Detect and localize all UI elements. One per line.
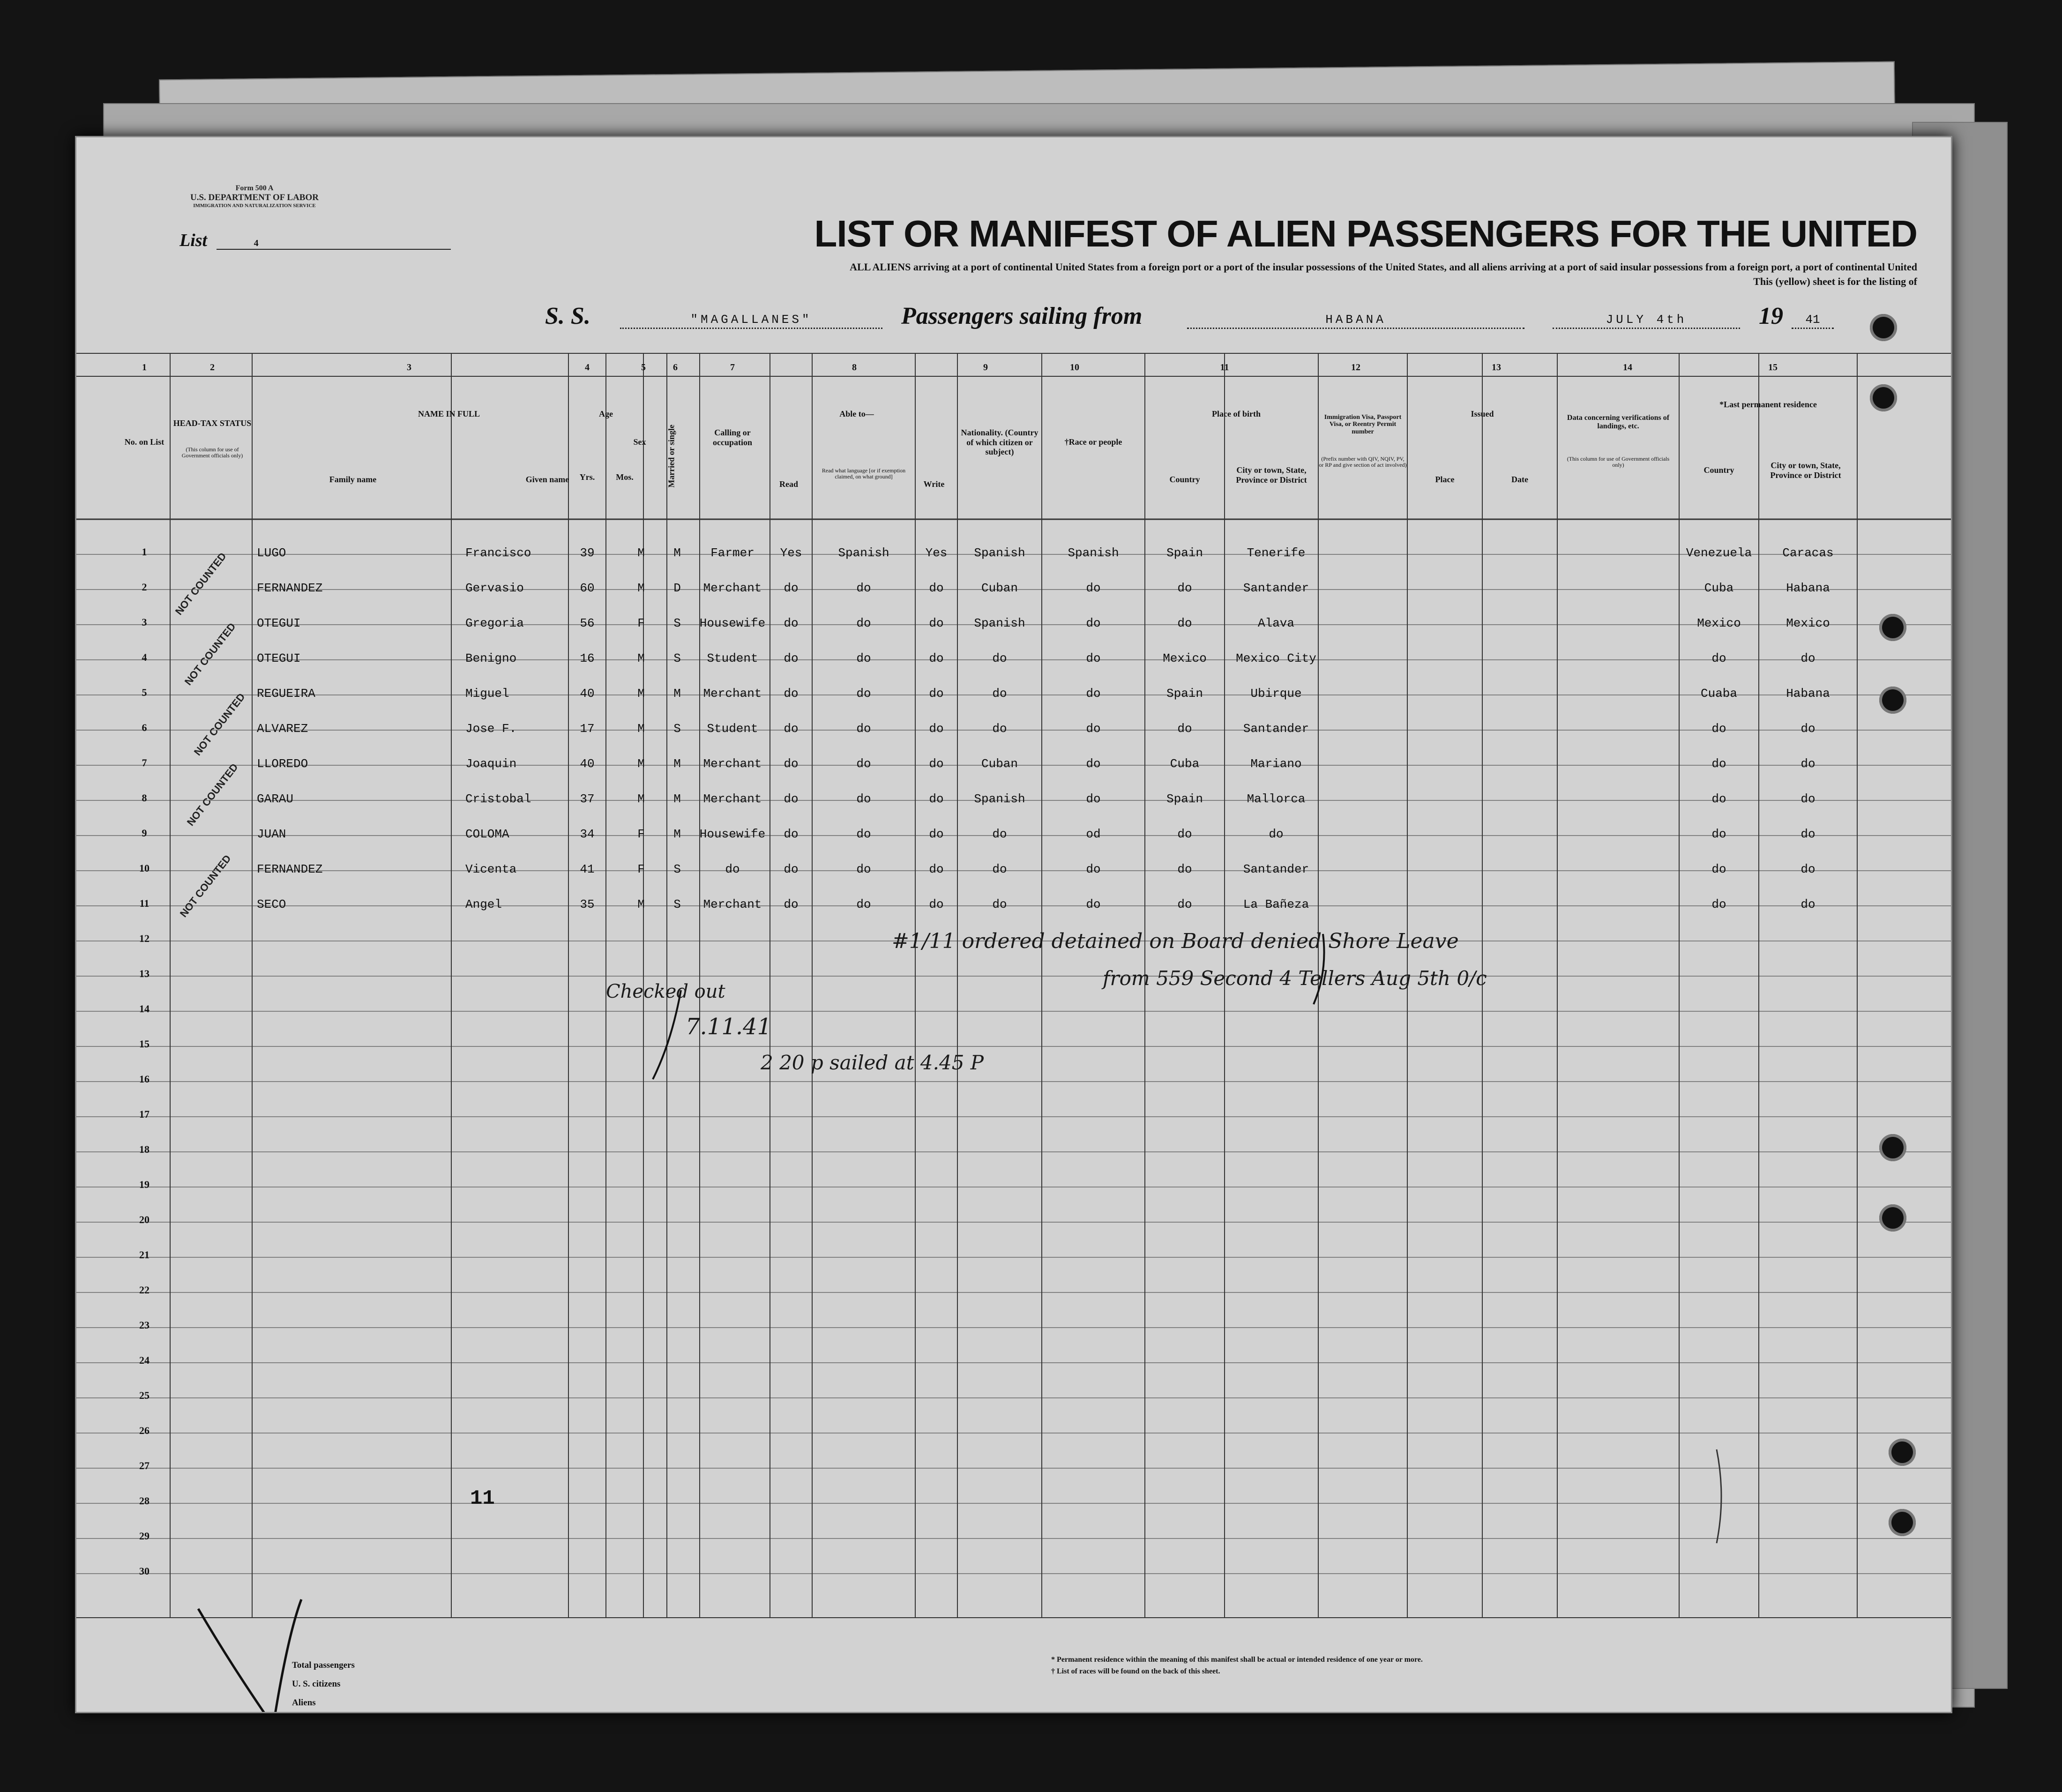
header-verifications: Data concerning verifications of landings, etc.: [1567, 414, 1670, 431]
header-married-or-single: Married or single: [666, 425, 676, 488]
marital-status-cell: M: [673, 546, 681, 560]
col-number-12: 12: [1351, 362, 1360, 373]
row-number: 14: [139, 1003, 149, 1015]
occupation-cell: do: [725, 862, 740, 876]
total-count: 11: [470, 1487, 495, 1510]
write-cell: do: [929, 862, 944, 876]
birth-country-cell: Spain: [1166, 546, 1203, 560]
race-cell: do: [1086, 862, 1101, 876]
birth-country-cell: do: [1177, 897, 1192, 911]
family-name-cell: SECO: [257, 897, 286, 911]
write-cell: do: [929, 687, 944, 701]
language-cell: do: [856, 827, 871, 841]
residence-country-cell: do: [1711, 757, 1726, 771]
punch-hole: [1889, 1509, 1916, 1536]
header-visa: Immigration Visa, Passport Visa, or Reentry Permit number: [1324, 414, 1402, 435]
race-cell: do: [1086, 687, 1101, 701]
row-number: 26: [139, 1425, 149, 1436]
header-issued-place: Place: [1435, 475, 1455, 484]
row-number: 1: [142, 546, 147, 558]
header-calling: Calling or occupation: [712, 428, 752, 447]
not-counted-stamp: NOT COUNTED: [172, 550, 229, 617]
birth-city-cell: Santander: [1243, 722, 1309, 736]
write-cell: do: [929, 616, 944, 630]
header-last-residence: *Last permanent residence: [1719, 400, 1817, 409]
col-number-11: 11: [1220, 362, 1229, 373]
header-write: Write: [923, 479, 945, 489]
marital-status-cell: M: [673, 827, 681, 841]
marital-status-cell: M: [673, 757, 681, 771]
occupation-cell: Merchant: [703, 792, 762, 806]
nationality-cell: do: [992, 827, 1007, 841]
not-counted-stamp: NOT COUNTED: [182, 620, 238, 687]
residence-country-cell: Cuaba: [1700, 687, 1737, 701]
not-counted-stamp: NOT COUNTED: [177, 852, 233, 919]
row-number: 10: [139, 862, 149, 874]
header-nationality: Nationality. (Country of which citizen or subject): [961, 428, 1038, 457]
age-cell: 34: [580, 827, 595, 841]
row-number: 21: [139, 1249, 149, 1261]
punch-hole: [1879, 687, 1906, 714]
header-place-of-birth: Place of birth: [1212, 409, 1261, 418]
row-number: 19: [139, 1179, 149, 1190]
punch-hole: [1879, 1204, 1906, 1232]
row-number: 18: [139, 1143, 149, 1155]
race-cell: od: [1086, 827, 1101, 841]
handwritten-detention-note-2: from 559 Second 4 Tellers Aug 5th 0/c: [1103, 967, 1487, 990]
occupation-cell: Housewife: [699, 616, 766, 630]
row-number: 5: [142, 687, 147, 698]
col-number-3: 3: [407, 362, 411, 373]
given-name-cell: Angel: [465, 897, 502, 911]
aliens-label: Aliens: [292, 1698, 316, 1708]
footnote-residence: * Permanent residence within the meaning of this manifest shall be actual or intended residence of one year or more.: [1051, 1656, 1423, 1664]
row-number: 30: [139, 1565, 149, 1577]
nationality-cell: Cuban: [981, 757, 1018, 771]
write-cell: do: [929, 757, 944, 771]
race-cell: do: [1086, 616, 1101, 630]
residence-country-cell: do: [1711, 651, 1726, 665]
sex-cell: M: [637, 722, 645, 736]
occupation-cell: Merchant: [703, 757, 762, 771]
family-name-cell: OTEGUI: [257, 651, 301, 665]
marital-status-cell: S: [673, 651, 681, 665]
residence-country-cell: do: [1711, 722, 1726, 736]
family-name-cell: FERNANDEZ: [257, 862, 323, 876]
header-given-name: Given name: [525, 475, 569, 484]
birth-city-cell: Mallorca: [1247, 792, 1306, 806]
nationality-cell: do: [992, 687, 1007, 701]
race-cell: do: [1086, 581, 1101, 595]
handwritten-sailed-note: 2 20 p sailed at 4.45 P: [761, 1051, 984, 1074]
language-cell: do: [856, 792, 871, 806]
language-cell: do: [856, 722, 871, 736]
age-cell: 41: [580, 862, 595, 876]
header-head-tax-note: (This column for use of Government officials only): [181, 446, 243, 459]
punch-hole: [1870, 384, 1897, 411]
family-name-cell: LUGO: [257, 546, 286, 560]
department: U.S. DEPARTMENT OF LABOR: [190, 193, 319, 203]
handwritten-checked-out: Checked out: [606, 981, 725, 1002]
occupation-cell: Housewife: [699, 827, 766, 841]
family-name-cell: OTEGUI: [257, 616, 301, 630]
row-number: 11: [139, 897, 149, 909]
sex-cell: M: [637, 546, 645, 560]
sex-cell: M: [637, 757, 645, 771]
col-number-8: 8: [852, 362, 857, 373]
row-number: 22: [139, 1284, 149, 1296]
col-number-9: 9: [983, 362, 988, 373]
family-name-cell: ALVAREZ: [257, 722, 308, 736]
age-cell: 39: [580, 546, 595, 560]
birth-city-cell: Santander: [1243, 581, 1309, 595]
birth-country-cell: Spain: [1166, 792, 1203, 806]
list-number: 4: [217, 238, 451, 250]
race-cell: do: [1086, 757, 1101, 771]
header-verifications-note: (This column for use of Government officials only): [1567, 455, 1670, 469]
given-name-cell: Cristobal: [465, 792, 531, 806]
birth-city-cell: Mariano: [1250, 757, 1302, 771]
nationality-cell: Cuban: [981, 581, 1018, 595]
marital-status-cell: S: [673, 862, 681, 876]
sex-cell: M: [637, 581, 645, 595]
row-number: 27: [139, 1460, 149, 1471]
residence-city-cell: Habana: [1786, 581, 1830, 595]
language-cell: Spanish: [838, 546, 889, 560]
col-number-15: 15: [1768, 362, 1778, 373]
port-of-departure: HABANA: [1187, 313, 1524, 329]
residence-city-cell: do: [1801, 792, 1815, 806]
residence-city-cell: do: [1801, 722, 1815, 736]
header-birth-city: City or town, State, Province or District: [1236, 465, 1307, 485]
col-number-1: 1: [142, 362, 147, 373]
header-able-to: Able to—: [839, 409, 874, 418]
departure-date: JULY 4th: [1553, 313, 1740, 329]
row-number: 4: [142, 651, 147, 663]
read-cell: do: [784, 651, 799, 665]
row-number: 28: [139, 1495, 149, 1507]
read-cell: do: [784, 687, 799, 701]
race-cell: Spanish: [1068, 546, 1119, 560]
nationality-cell: Spanish: [974, 546, 1025, 560]
residence-country-cell: do: [1711, 827, 1726, 841]
residence-country-cell: Venezuela: [1686, 546, 1752, 560]
language-cell: do: [856, 616, 871, 630]
list-label: List: [179, 231, 208, 250]
header-age-yrs: Yrs.: [579, 472, 595, 482]
row-number: 25: [139, 1389, 149, 1401]
read-cell: do: [784, 581, 799, 595]
row-number: 13: [139, 968, 149, 979]
residence-city-cell: Caracas: [1782, 546, 1834, 560]
row-number: 9: [142, 827, 147, 839]
birth-country-cell: do: [1177, 722, 1192, 736]
residence-country-cell: do: [1711, 897, 1726, 911]
punch-hole: [1879, 1134, 1906, 1161]
sex-cell: M: [637, 687, 645, 701]
header-name-in-full: NAME IN FULL: [418, 409, 480, 418]
col-number-4: 4: [585, 362, 590, 373]
family-name-cell: JUAN: [257, 827, 286, 841]
total-passengers-label: Total passengers: [292, 1660, 355, 1670]
write-cell: do: [929, 581, 944, 595]
age-cell: 56: [580, 616, 595, 630]
language-cell: do: [856, 757, 871, 771]
occupation-cell: Merchant: [703, 687, 762, 701]
row-number: 3: [142, 616, 147, 628]
col-number-6: 6: [673, 362, 678, 373]
given-name-cell: Gervasio: [465, 581, 524, 595]
occupation-cell: Student: [707, 722, 758, 736]
header-family-name: Family name: [329, 475, 377, 484]
intro-line-1: ALL ALIENS arriving at a port of continental United States from a foreign port or a port of the insular possessions of the United States, and all aliens arriving at a port of said insular possessions from a foreign port, a port of continental United: [850, 261, 1917, 273]
residence-city-cell: do: [1801, 897, 1815, 911]
age-cell: 16: [580, 651, 595, 665]
family-name-cell: LLOREDO: [257, 757, 308, 771]
race-cell: do: [1086, 792, 1101, 806]
birth-city-cell: Santander: [1243, 862, 1309, 876]
birth-country-cell: Spain: [1166, 687, 1203, 701]
header-res-city: City or town, State, Province or District: [1770, 461, 1841, 480]
birth-country-cell: do: [1177, 616, 1192, 630]
header-visa-note: (Prefix number with QIV, NQIV, PV, or RP and give section of act involved): [1319, 455, 1407, 469]
us-citizens-label: U. S. citizens: [292, 1679, 341, 1689]
punch-hole: [1879, 614, 1906, 641]
language-cell: do: [856, 687, 871, 701]
marital-status-cell: M: [673, 792, 681, 806]
marital-status-cell: M: [673, 687, 681, 701]
col-number-2: 2: [210, 362, 215, 373]
page-title: LIST OR MANIFEST OF ALIEN PASSENGERS FOR THE UNITED: [814, 213, 1917, 254]
age-cell: 60: [580, 581, 595, 595]
col-number-7: 7: [730, 362, 735, 373]
col-number-14: 14: [1623, 362, 1632, 373]
row-number: 17: [139, 1108, 149, 1120]
marital-status-cell: S: [673, 616, 681, 630]
birth-city-cell: Mexico City: [1236, 651, 1316, 665]
read-cell: do: [784, 862, 799, 876]
nationality-cell: Spanish: [974, 616, 1025, 630]
birth-city-cell: Tenerife: [1247, 546, 1306, 560]
birth-city-cell: Alava: [1257, 616, 1294, 630]
birth-country-cell: Mexico: [1163, 651, 1207, 665]
not-counted-stamp: NOT COUNTED: [191, 691, 247, 758]
write-cell: do: [929, 827, 944, 841]
header-age: Age: [599, 409, 613, 418]
sex-cell: F: [637, 827, 645, 841]
birth-country-cell: do: [1177, 827, 1192, 841]
sex-cell: F: [637, 616, 645, 630]
punch-hole: [1870, 314, 1897, 341]
language-cell: do: [856, 581, 871, 595]
age-cell: 40: [580, 687, 595, 701]
residence-country-cell: Cuba: [1704, 581, 1734, 595]
birth-country-cell: do: [1177, 581, 1192, 595]
family-name-cell: REGUEIRA: [257, 687, 315, 701]
write-cell: do: [929, 722, 944, 736]
header-read-language: Read what language [or if exemption claimed, on what ground]: [822, 467, 906, 480]
col-number-13: 13: [1492, 362, 1501, 373]
form-number: Form 500 A: [235, 184, 274, 192]
residence-country-cell: do: [1711, 862, 1726, 876]
age-cell: 40: [580, 757, 595, 771]
sex-cell: M: [637, 792, 645, 806]
read-cell: do: [784, 827, 799, 841]
ss-label: S. S.: [545, 303, 590, 329]
handwritten-marks: [76, 137, 1951, 1712]
family-name-cell: FERNANDEZ: [257, 581, 323, 595]
year-suffix: 41: [1792, 313, 1834, 329]
intro-line-2: This (yellow) sheet is for the listing of: [1753, 275, 1917, 287]
given-name-cell: Gregoria: [465, 616, 524, 630]
row-number: 16: [139, 1073, 149, 1085]
given-name-cell: Miguel: [465, 687, 509, 701]
service: IMMIGRATION AND NATURALIZATION SERVICE: [193, 203, 316, 209]
year-prefix: 19: [1759, 303, 1783, 329]
given-name-cell: Joaquin: [465, 757, 517, 771]
residence-country-cell: Mexico: [1697, 616, 1741, 630]
header-res-country: Country: [1703, 465, 1734, 475]
age-cell: 35: [580, 897, 595, 911]
occupation-cell: Farmer: [710, 546, 755, 560]
handwritten-detention-note: #1/11 ordered detained on Board denied Shore Leave: [892, 929, 1459, 953]
given-name-cell: Vicenta: [465, 862, 517, 876]
marital-status-cell: S: [673, 722, 681, 736]
handwritten-checked-date: 7.11.41: [686, 1014, 772, 1040]
nationality-cell: Spanish: [974, 792, 1025, 806]
birth-city-cell: do: [1269, 827, 1284, 841]
punch-hole: [1889, 1439, 1916, 1466]
col-number-5: 5: [641, 362, 646, 373]
language-cell: do: [856, 862, 871, 876]
read-cell: do: [784, 757, 799, 771]
given-name-cell: Francisco: [465, 546, 531, 560]
not-counted-stamp: NOT COUNTED: [184, 761, 240, 828]
read-cell: do: [784, 897, 799, 911]
race-cell: do: [1086, 897, 1101, 911]
residence-city-cell: Mexico: [1786, 616, 1830, 630]
birth-country-cell: Cuba: [1170, 757, 1200, 771]
col-number-10: 10: [1070, 362, 1079, 373]
race-cell: do: [1086, 651, 1101, 665]
nationality-cell: do: [992, 722, 1007, 736]
residence-city-cell: do: [1801, 651, 1815, 665]
read-cell: Yes: [780, 546, 802, 560]
header-birth-country: Country: [1169, 475, 1200, 484]
row-number: 15: [139, 1038, 149, 1050]
row-number: 23: [139, 1319, 149, 1331]
given-name-cell: COLOMA: [465, 827, 509, 841]
nationality-cell: do: [992, 862, 1007, 876]
birth-city-cell: La Bañeza: [1243, 897, 1309, 911]
sex-cell: M: [637, 897, 645, 911]
write-cell: do: [929, 897, 944, 911]
family-name-cell: GARAU: [257, 792, 294, 806]
occupation-cell: Merchant: [703, 581, 762, 595]
marital-status-cell: S: [673, 897, 681, 911]
race-cell: do: [1086, 722, 1101, 736]
occupation-cell: Student: [707, 651, 758, 665]
header-race: †Race or people: [1064, 437, 1122, 447]
row-number: 20: [139, 1214, 149, 1225]
nationality-cell: do: [992, 651, 1007, 665]
sailing-label: Passengers sailing from: [901, 303, 1143, 329]
marital-status-cell: D: [673, 581, 681, 595]
row-number: 6: [142, 722, 147, 733]
row-number: 12: [139, 933, 149, 944]
row-number: 29: [139, 1530, 149, 1542]
manifest-sheet: [75, 136, 1952, 1713]
residence-city-cell: do: [1801, 827, 1815, 841]
age-cell: 17: [580, 722, 595, 736]
write-cell: do: [929, 651, 944, 665]
header-read: Read: [779, 479, 798, 489]
residence-city-cell: do: [1801, 862, 1815, 876]
occupation-cell: Merchant: [703, 897, 762, 911]
header-issued-date: Date: [1511, 475, 1528, 484]
nationality-cell: do: [992, 897, 1007, 911]
sex-cell: F: [637, 862, 645, 876]
age-cell: 37: [580, 792, 595, 806]
read-cell: do: [784, 722, 799, 736]
write-cell: do: [929, 792, 944, 806]
row-number: 8: [142, 792, 147, 804]
header-age-mos: Mos.: [616, 472, 634, 482]
footnote-races: † List of races will be found on the back of this sheet.: [1051, 1667, 1220, 1675]
write-cell: Yes: [925, 546, 948, 560]
row-number: 2: [142, 581, 147, 593]
sex-cell: M: [637, 651, 645, 665]
given-name-cell: Benigno: [465, 651, 517, 665]
given-name-cell: Jose F.: [465, 722, 517, 736]
residence-city-cell: do: [1801, 757, 1815, 771]
header-issued: Issued: [1471, 409, 1494, 418]
read-cell: do: [784, 616, 799, 630]
row-number: 7: [142, 757, 147, 769]
read-cell: do: [784, 792, 799, 806]
birth-city-cell: Ubirque: [1250, 687, 1302, 701]
birth-country-cell: do: [1177, 862, 1192, 876]
language-cell: do: [856, 651, 871, 665]
residence-city-cell: Habana: [1786, 687, 1830, 701]
header-sex: Sex: [633, 437, 646, 447]
residence-country-cell: do: [1711, 792, 1726, 806]
language-cell: do: [856, 897, 871, 911]
row-number: 24: [139, 1354, 149, 1366]
ship-name: "MAGALLANES": [620, 313, 882, 329]
header-head-tax: HEAD-TAX STATUS: [173, 418, 252, 428]
header-no-on-list: No. on List: [124, 437, 164, 447]
